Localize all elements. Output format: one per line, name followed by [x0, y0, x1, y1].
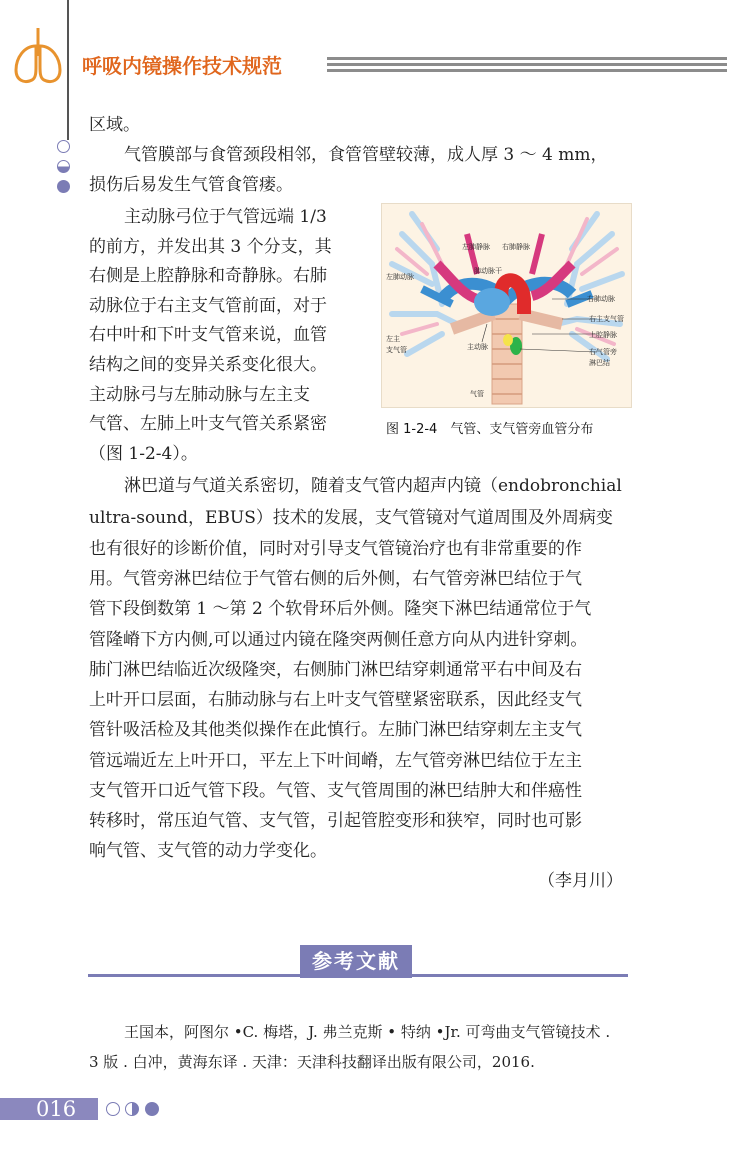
body-line: （图 1-2-4）。: [89, 444, 198, 464]
figure-label: 左肺静脉: [462, 243, 490, 251]
running-header-title: 呼吸内镜操作技术规范: [82, 54, 282, 78]
figure-caption: 图 1-2-4 气管、支气管旁血管分布: [386, 422, 594, 437]
body-line: 气管、左肺上叶支气管关系紧密: [89, 414, 327, 434]
body-line: 主动脉弓与左肺动脉与左主支: [89, 385, 310, 405]
body-line: 的前方，并发出其 3 个分支，其: [89, 237, 332, 257]
header-vertical-line: [67, 0, 69, 140]
header-rule-3: [327, 69, 727, 72]
footer-circle-empty-icon: [106, 1102, 120, 1116]
airway-vessel-illustration: [382, 204, 631, 407]
margin-circle-half-icon: [57, 160, 70, 173]
reference-line: 王国本，阿图尔 •C. 梅塔，J. 弗兰克斯 • 特纳 •Jr. 可弯曲支气管镜技术 .: [124, 1023, 611, 1041]
body-line: 管下段倒数第 1 ～第 2 个软骨环后外侧。隆突下淋巴结通常位于气: [89, 599, 592, 619]
body-line: 右中叶和下叶支气管来说，血管: [89, 325, 327, 345]
body-line: 转移时，常压迫气管、支气管，引起管腔变形和狭窄，同时也可影: [89, 811, 582, 831]
page-number: 016: [36, 1097, 77, 1121]
body-line: 响气管、支气管的动力学变化。: [89, 841, 327, 861]
references-heading: 参考文献: [300, 945, 412, 978]
body-line: 动脉位于右主支气管前面，对于: [89, 296, 327, 316]
reference-line: 3 版 . 白冲，黄海东译 . 天津：天津科技翻译出版有限公司，2016.: [89, 1053, 535, 1071]
footer-circle-filled-icon: [145, 1102, 159, 1116]
figure-label: 淋巴结: [589, 359, 610, 367]
body-line: 管隆嵴下方内侧,可以通过内镜在隆突两侧任意方向从内进针穿刺。: [89, 630, 588, 650]
figure-label: 右肺动脉: [587, 295, 615, 303]
body-line: 结构之间的变异关系变化很大。: [89, 355, 327, 375]
figure-label: 气管: [470, 390, 484, 398]
figure-label: 右主支气管: [589, 315, 624, 323]
figure-label: 右气管旁: [589, 348, 617, 356]
figure-label: 肺动脉干: [474, 267, 502, 275]
anatomy-figure: [381, 203, 632, 408]
body-line: 支气管开口近气管下段。气管、支气管周围的淋巴结肿大和伴癌性: [89, 781, 582, 801]
body-line: 主动脉弓位于气管远端 1/3: [124, 207, 327, 227]
body-line: 上叶开口层面，右肺动脉与右上叶支气管壁紧密联系，因此经支气: [89, 690, 582, 710]
body-line: 气管膜部与食管颈段相邻，食管管壁较薄，成人厚 3 ～ 4 mm，: [124, 145, 608, 165]
body-line: 肺门淋巴结临近次级隆突，右侧肺门淋巴结穿刺通常平右中间及右: [89, 660, 582, 680]
figure-label: 左主: [386, 335, 400, 343]
figure-label: 右肺静脉: [502, 243, 530, 251]
figure-label: 上腔静脉: [589, 331, 617, 339]
body-line: 也有很好的诊断价值，同时对引导支气管镜治疗也有非常重要的作: [89, 539, 582, 559]
header-rule-2: [327, 63, 727, 66]
body-line: 右侧是上腔静脉和奇静脉。右肺: [89, 266, 327, 286]
lungs-logo-icon: [10, 26, 66, 86]
body-line: 管针吸活检及其他类似操作在此慎行。左肺门淋巴结穿刺左主支气: [89, 720, 582, 740]
footer-circle-half-icon: [125, 1102, 139, 1116]
figure-label: 主动脉: [467, 343, 488, 351]
body-line: 区域。: [89, 115, 140, 135]
figure-label: 支气管: [386, 346, 407, 354]
header-rule-1: [327, 57, 727, 60]
body-line: 管远端近左上叶开口，平左上下叶间嵴，左气管旁淋巴结位于左主: [89, 751, 582, 771]
margin-circle-filled-icon: [57, 180, 70, 193]
body-line: 损伤后易发生气管食管瘘。: [89, 175, 293, 195]
figure-label: 左肺动脉: [386, 273, 414, 281]
margin-circle-empty-icon: [57, 140, 70, 153]
author-attribution: （李月川）: [538, 871, 623, 891]
body-line: ultra-sound，EBUS）技术的发展，支气管镜对气道周围及外周病变: [89, 508, 613, 528]
body-line: 淋巴道与气道关系密切，随着支气管内超声内镜（endobronchial: [124, 476, 622, 496]
body-line: 用。气管旁淋巴结位于气管右侧的后外侧，右气管旁淋巴结位于气: [89, 569, 582, 589]
